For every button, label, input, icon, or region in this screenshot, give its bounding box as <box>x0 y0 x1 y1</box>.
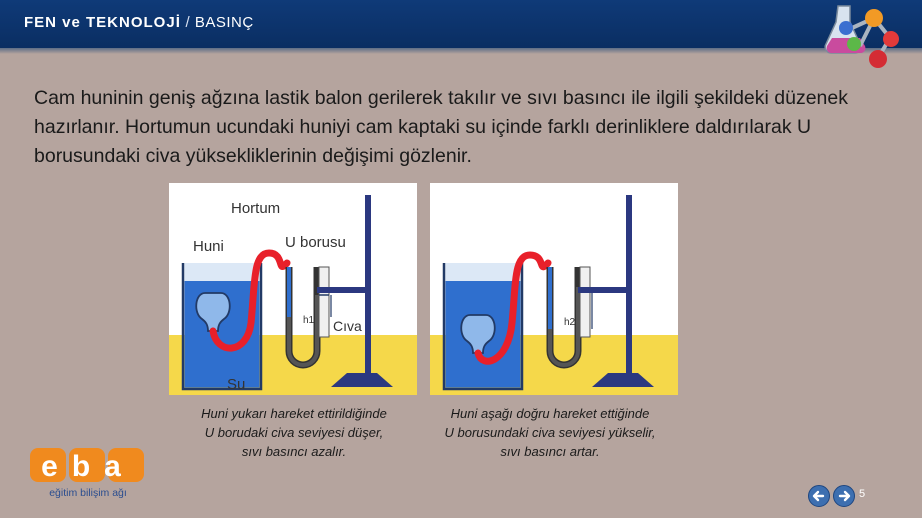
eba-logo-text: eba <box>41 450 135 483</box>
eba-logo <box>28 446 148 502</box>
label-civa: Cıva <box>333 318 362 334</box>
figure-funnel-up <box>169 183 417 395</box>
arrow-right-icon <box>834 486 854 506</box>
molecule-flask-icon <box>824 2 908 74</box>
next-slide-button[interactable] <box>833 485 855 507</box>
arrow-left-icon <box>809 486 829 506</box>
page-number: 5 <box>859 488 866 500</box>
caption-left <box>164 404 424 461</box>
label-huni: Huni <box>193 238 224 255</box>
topic-label: BASINÇ <box>194 14 254 31</box>
subject-label: FEN ve TEKNOLOJİ <box>24 14 181 31</box>
caption-right-line2: U borusundaki civa seviyesi yükselir, <box>444 425 656 440</box>
header-shadow <box>0 48 922 54</box>
caption-left-line2: U borudaki civa seviyesi düşer, <box>204 425 384 440</box>
stand-rod <box>365 195 371 373</box>
description-text: Cam huninin geniş ağzına lastik balon gerilerek takılır ve sıvı basıncı ile ilgili şekildeki düzenek hazırlanır. Hortumun ucundaki huniyi cam kaptaki su içinde farklı derinliklere daldırılarak U borusundaki civa yüksekliklerinin değişimi gözlenir. <box>34 87 848 167</box>
caption-right <box>420 404 680 461</box>
eba-tagline: eğitim bilişim ağı <box>49 487 127 499</box>
page-title <box>24 14 254 31</box>
caption-right-line1: Huni aşağı doğru hareket ettiğinde <box>450 406 650 421</box>
caption-right-line3: sıvı basıncı artar. <box>500 444 600 459</box>
label-su: Su <box>227 376 246 393</box>
label-hortum: Hortum <box>231 200 281 217</box>
label-h2: h2 <box>564 317 576 328</box>
caption-left-line1: Huni yukarı hareket ettirildiğinde <box>201 406 387 421</box>
caption-left-line3: sıvı basıncı azalır. <box>241 444 347 459</box>
figure-funnel-down <box>430 183 678 395</box>
title-separator: / <box>185 14 191 31</box>
label-u-borusu: U borusu <box>285 234 346 251</box>
label-h1: h1 <box>303 315 315 326</box>
stand-rod <box>626 195 632 373</box>
prev-slide-button[interactable] <box>808 485 830 507</box>
